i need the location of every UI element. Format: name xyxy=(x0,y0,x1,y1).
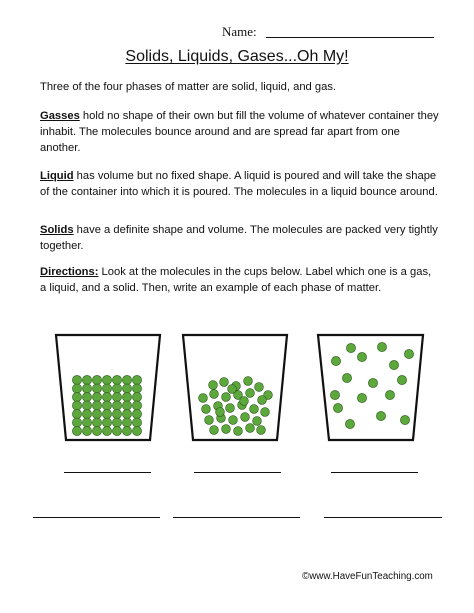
molecule-dot xyxy=(122,409,131,418)
molecule-dot xyxy=(82,409,91,418)
liquid-term: Liquid xyxy=(40,170,74,182)
label-line-cup-1[interactable] xyxy=(64,472,151,473)
cup-solid xyxy=(56,335,160,440)
molecule-dot xyxy=(92,375,101,384)
directions-term: Directions: xyxy=(40,266,99,278)
molecule-dot xyxy=(102,418,111,427)
molecule-dot xyxy=(404,349,413,358)
gasses-term: Gasses xyxy=(40,110,80,122)
molecule-dot xyxy=(102,426,111,435)
molecule-dot xyxy=(112,418,121,427)
molecule-dot xyxy=(357,352,366,361)
liquid-text: has volume but no fixed shape. A liquid is poured and will take the shape of the container into which it is poured. The molecules in a liquid bounce around. xyxy=(40,170,438,198)
molecule-dot xyxy=(400,415,409,424)
molecule-dot xyxy=(112,384,121,393)
molecule-dot xyxy=(92,401,101,410)
molecule-dot xyxy=(210,426,219,435)
molecule-dot xyxy=(72,401,81,410)
molecule-dot xyxy=(132,401,141,410)
molecule-dot xyxy=(240,397,249,406)
molecule-dot xyxy=(226,404,235,413)
molecule-dot xyxy=(82,418,91,427)
molecule-dot xyxy=(82,384,91,393)
molecule-dot xyxy=(132,418,141,427)
intro-paragraph: Three of the four phases of matter are solid, liquid, and gas. xyxy=(40,81,337,93)
label-line-cup-2[interactable] xyxy=(194,472,281,473)
molecule-dot xyxy=(385,390,394,399)
solids-term: Solids xyxy=(40,224,74,236)
molecule-dot xyxy=(229,416,238,425)
molecule-dot xyxy=(112,401,121,410)
molecule-dot xyxy=(241,413,250,422)
molecule-dot xyxy=(368,378,377,387)
molecule-dot xyxy=(357,393,366,402)
molecule-dot xyxy=(102,375,111,384)
solids-text: have a definite shape and volume. The molecules are packed very tightly together. xyxy=(40,224,438,252)
molecule-dot xyxy=(102,392,111,401)
molecule-dot xyxy=(102,401,111,410)
molecule-dot xyxy=(222,425,231,434)
footer-copyright: ©www.HaveFunTeaching.com xyxy=(302,571,433,582)
molecule-dot xyxy=(72,375,81,384)
molecule-dot xyxy=(346,343,355,352)
cup-liquid xyxy=(183,335,287,440)
molecule-dot xyxy=(220,378,229,387)
molecule-dot xyxy=(258,396,267,405)
molecule-dot xyxy=(122,375,131,384)
molecule-dot xyxy=(389,360,398,369)
molecule-dot xyxy=(122,401,131,410)
molecule-dot xyxy=(72,418,81,427)
molecule-dot xyxy=(72,409,81,418)
example-line-3[interactable] xyxy=(324,517,442,518)
molecule-dot xyxy=(72,384,81,393)
molecule-dot xyxy=(112,426,121,435)
example-line-2[interactable] xyxy=(173,517,300,518)
molecule-dot xyxy=(250,405,259,414)
molecule-dot xyxy=(132,392,141,401)
name-label: Name: xyxy=(222,24,257,39)
molecule-dot xyxy=(82,426,91,435)
gas-molecules xyxy=(330,342,413,428)
molecule-dot xyxy=(234,427,243,436)
molecule-dot xyxy=(132,384,141,393)
molecule-dot xyxy=(92,384,101,393)
molecule-dot xyxy=(82,392,91,401)
molecule-dot xyxy=(228,385,237,394)
molecule-dot xyxy=(377,342,386,351)
molecule-dot xyxy=(244,377,253,386)
molecule-dot xyxy=(72,392,81,401)
molecule-dot xyxy=(112,392,121,401)
molecule-dot xyxy=(132,409,141,418)
molecule-dot xyxy=(261,408,270,417)
molecule-dot xyxy=(376,411,385,420)
molecule-dot xyxy=(122,384,131,393)
molecule-dot xyxy=(102,384,111,393)
molecule-dot xyxy=(216,408,225,417)
molecule-dot xyxy=(92,418,101,427)
molecule-dot xyxy=(102,409,111,418)
molecule-dot xyxy=(246,389,255,398)
molecule-dot xyxy=(210,390,219,399)
molecule-dot xyxy=(202,405,211,414)
molecule-dot xyxy=(330,390,339,399)
molecule-dot xyxy=(92,392,101,401)
directions-text: Look at the molecules in the cups below. Label which one is a gas, a liquid, and a solid. Then, write an example of each phase of matter. xyxy=(40,266,432,294)
molecule-dot xyxy=(112,409,121,418)
molecule-dot xyxy=(122,418,131,427)
cup-gas xyxy=(318,335,423,440)
molecule-dot xyxy=(205,416,214,425)
molecule-dot xyxy=(342,373,351,382)
molecule-dot xyxy=(397,375,406,384)
molecule-dot xyxy=(82,375,91,384)
molecule-dot xyxy=(112,375,121,384)
molecule-dot xyxy=(257,426,266,435)
molecule-dot xyxy=(132,426,141,435)
gasses-text: hold no shape of their own but fill the volume of whatever container they inhabit. The molecules bounce around and are spread far apart from one another. xyxy=(40,110,439,154)
label-line-cup-3[interactable] xyxy=(331,472,418,473)
molecule-dot xyxy=(92,409,101,418)
example-line-1[interactable] xyxy=(33,517,160,518)
worksheet-title: Solids, Liquids, Gases...Oh My! xyxy=(125,48,349,65)
molecule-dot xyxy=(209,381,218,390)
molecule-dot xyxy=(345,419,354,428)
molecule-dot xyxy=(132,375,141,384)
molecule-dot xyxy=(199,394,208,403)
molecule-dot xyxy=(122,392,131,401)
molecule-dot xyxy=(333,403,342,412)
solid-molecules xyxy=(72,375,141,435)
molecule-dot xyxy=(246,424,255,433)
liquid-molecules xyxy=(199,377,273,436)
molecule-dot xyxy=(82,401,91,410)
molecule-dot xyxy=(92,426,101,435)
molecule-dot xyxy=(222,393,231,402)
molecule-dot xyxy=(253,417,262,426)
molecule-dot xyxy=(331,356,340,365)
molecule-dot xyxy=(255,383,264,392)
molecule-dot xyxy=(72,426,81,435)
molecule-dot xyxy=(122,426,131,435)
